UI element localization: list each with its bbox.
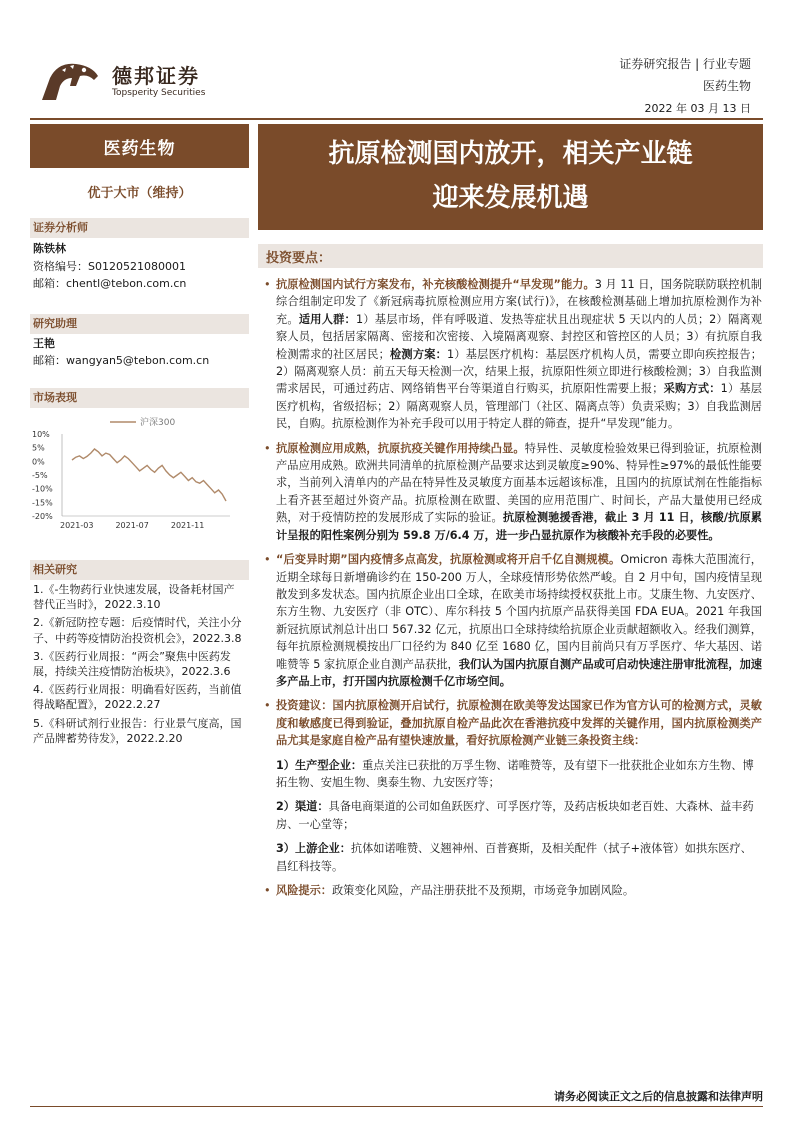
market-section-header: 市场表现 [30,388,249,408]
report-type: 证券研究报告 | 行业专题 [619,57,751,71]
key-point: • “后变异时期”国内疫情多点高发，抗原检测或将开启千亿自测规模。Omicron 毒株大范围流行，近期全球每日新增确诊约在 150-200 万人，全球疫情形势依然严峻。自 2 月中旬，国内疫情呈现散发到多发状态。国内抗原企业出口全球，在欧美市场持续授权获批上市。艾康生物、九安医疗、东方生物、九安医疗（非 OTC）、库尔科技 5 个国内抗原产品获得美国 FDA EUA。2021 年我国新冠抗原试剂总计出口 567.32 亿元，抗原出口全球持续给抗原企业贡献超额收入。经我们测算，每年抗原检测规模按出厂口径约为 840 亿至 1680 亿，国内目前尚只有万孚医疗、华大基因、诺唯赞等 5 家抗原企业自测产品获批，我们认为国内抗原自测产品或可启动快速注册审批流程，加速多产品上市，打开国内抗原检测千亿市场空间。 [264,553,762,688]
analyst-section-header: 证券分析师 [30,218,249,238]
y-tick-label: 10% [32,430,50,439]
header-sector: 医药生物 [702,79,751,93]
key-points-bar [258,244,763,268]
investment-line: 3）上游企业：抗体如诺唯赞、义翘神州、百普赛斯，及相关配件（拭子+液体管）如拱东医疗、昌红科技等。 [276,842,752,873]
bullet-icon: • [264,699,271,713]
bullet-icon: • [264,278,271,291]
y-tick-label: -15% [32,498,53,508]
legend-label: 沪深300 [140,418,176,428]
footer-divider [30,1106,763,1107]
analyst-name: 陈铁林 [33,242,66,255]
key-points-label: 投资要点： [266,251,332,266]
related-item[interactable]: 5.《科研试剂行业报告：行业景气度高，国产品牌蓄势待发》，2022.2.20 [33,716,242,745]
report-date: 2022 年 03 月 13 日 [644,102,751,115]
rating: 优于大市（维持） [87,186,192,201]
key-point: • 抗原检测国内试行方案发布，补充核酸检测提升“早发现”能力。3 月 11 日，国务院联防联控机制综合组制定印发了《新冠病毒抗原检测应用方案(试行)》，在核酸检测基础上增加抗原检测作为补充。适用人群：1）基层市场，伴有呼吸道、发热等症状且出现症状 5 天以内的人员；2）隔离观察人员，包括居家隔离、密接和次密接、入境隔离观察、封控区和管控区的人员；3）有抗原自我检测需求的社区居民；检测方案：1）基层医疗机构：基层医疗机构人员，需要立即向疾控报告；2）隔离观察人员：前五天每天检测一次，结果上报，抗原阳性须立即进行核酸检测；3）自我监测需求居民，可通过药店、网络销售平台等渠道自行购买，抗原阳性需要上报；采购方式：1）基层医疗机构，省级招标；2）隔离观察人员，管理部门（社区、隔离点等）负责采购；3）自我监测居民，自购。抗原检测作为补充手段可以用于特定人群的筛查，提升“早发现”能力。 [264,278,762,431]
bullet-icon: • [264,884,271,897]
analyst-cert: 资格编号：S0120521080001 [33,260,186,273]
y-tick-label: 5% [32,443,45,453]
x-tick-label: 2021-11 [170,521,205,530]
sector-label: 医药生物 [30,124,249,168]
key-points-body [262,276,762,906]
brand-name-en: Topsperity Securities [112,88,206,98]
y-tick-label: -20% [32,512,53,521]
key-point: • 投资建议：国内抗原检测开启试行，抗原检测在欧美等发达国家已作为官方认可的检测方式，灵敏度和敏感度已得到验证，叠加抗原自检产品此次在香港抗疫中发挥的关键作用，国内抗原检测类产品尤其是家庭自检产品有望快速放量，看好抗原检测产业链三条投资主线： [264,699,762,748]
title-line-1: 抗原检测国内放开，相关产业链 [328,139,693,169]
y-tick-label: 0% [32,457,45,467]
brand-name: 德邦证券 [112,64,200,88]
analyst-email[interactable]: 邮箱：chentl@tebon.com.cn [33,277,187,290]
disclaimer-footer: 请务必阅读正文之后的信息披露和法律声明 [554,1090,763,1103]
assistant-section-header: 研究助理 [30,314,249,334]
y-tick-label: -10% [32,484,53,494]
brand-logo-icon [36,56,104,106]
header-divider [30,118,763,120]
x-tick-label: 2021-07 [115,521,149,530]
assistant-name: 王艳 [33,337,55,350]
investment-line: 1）生产型企业：重点关注已获批的万孚生物、诺唯赞等，及有望下一批获批企业如东方生物、博拓生物、安旭生物、奥泰生物、九安医疗等； [276,758,754,789]
related-item[interactable]: 1.《-生物药行业快速发展，设备耗材国产替代正当时》，2022.3.10 [33,583,235,612]
investment-line: 2）渠道：具备电商渠道的公司如鱼跃医疗、可孚医疗等，及药店板块如老百姓、大森林、益丰药房、一心堂等； [276,800,754,831]
bullet-icon: • [264,441,271,455]
bullet-icon: • [264,553,271,567]
related-item[interactable]: 3.《医药行业周报：“两会”聚焦中医药发展，持续关注疫情防治板块》，2022.3.6 [33,649,231,679]
title-line-2: 迎来发展机遇 [432,183,589,213]
related-section-header: 相关研究 [30,560,249,580]
related-research-list [33,582,245,746]
report-title [258,124,763,230]
related-item[interactable]: 4.《医药行业周报：明确看好医药，当前值得战略配置》，2022.2.27 [33,683,242,712]
series-line-hs300 [72,449,226,501]
key-point: • 风险提示：政策变化风险，产品注册获批不及预期，市场竞争加剧风险。 [262,882,762,899]
market-chart [30,410,249,535]
key-point: • 抗原检测应用成熟，抗原抗疫关键作用持续凸显。特异性、灵敏度检验效果已得到验证，抗原检测产品应用成熟。欧洲共同清单的抗原检测产品要求达到灵敏度≥90%、特异性≥97%的最低性能要求，当前列入清单内的产品在特异性及灵敏度方面基本远超该标准，且国内的抗原试剂在性能指标上看齐甚至超过外资产品。抗原检测在欧盟、美国的应用范围广、时间长，产品大量使用已经成熟，对于疫情防控的发展形成了实际的验证。抗原检测驰援香港，截止 3 月 11 日，核酸/抗原累计呈报的阳性案例分别为 59.8 万/6.4 万，进一步凸显抗原作为核酸补充手段的必要性。 [264,441,762,542]
y-tick-label: -5% [32,471,48,480]
related-item[interactable]: 2.《新冠防控专题：后疫情时代，关注小分子、中药等疫情防治投资机会》，2022.3.8 [33,616,242,645]
assistant-email[interactable]: 邮箱：wangyan5@tebon.com.cn [33,354,210,367]
x-tick-label: 2021-03 [60,521,94,530]
